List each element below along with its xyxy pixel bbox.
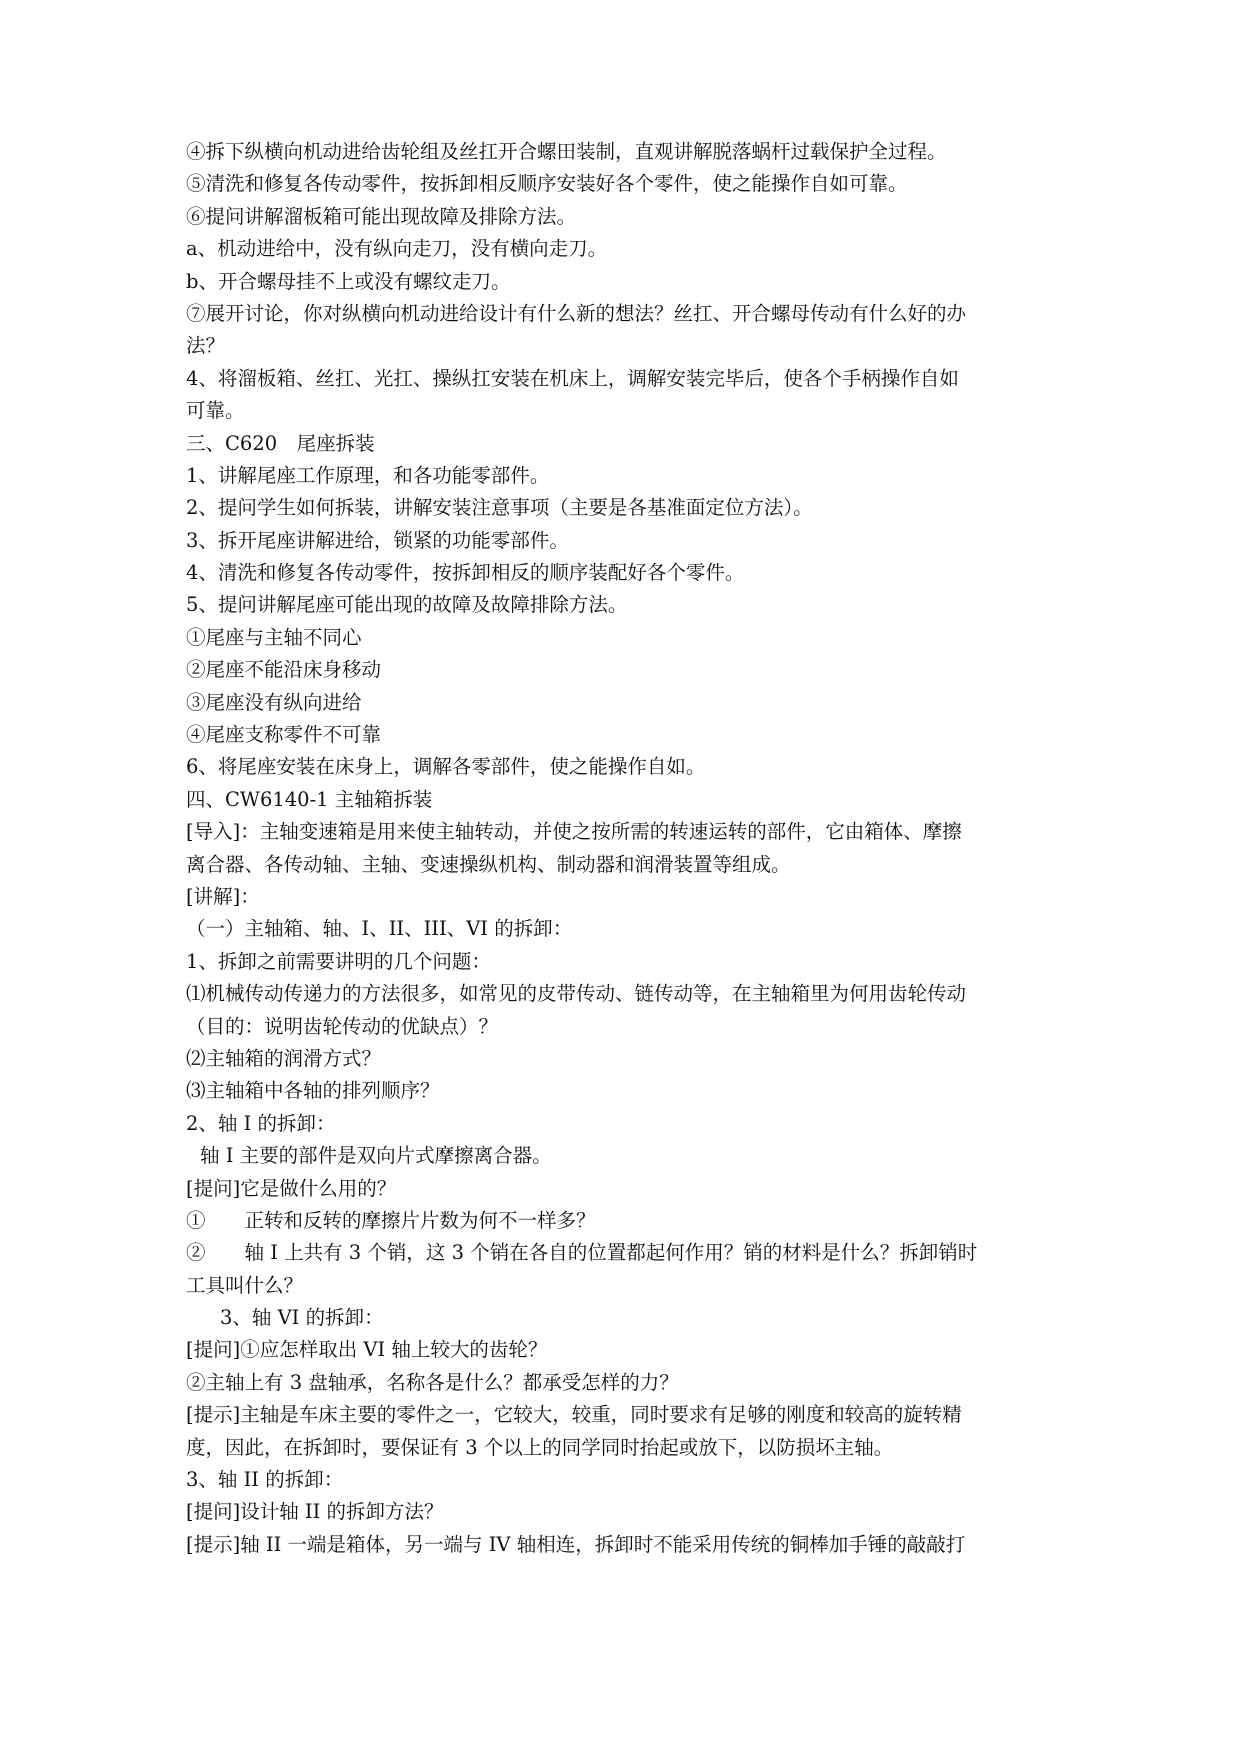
text-line: [讲解]： bbox=[186, 884, 260, 908]
text-line: ②尾座不能沿床身移动 bbox=[186, 658, 382, 682]
text-line: 2、提问学生如何拆装，讲解安装注意事项（主要是各基准面定位方法）。 bbox=[186, 496, 813, 520]
text-line: [提问]设计轴 II 的拆卸方法？ bbox=[186, 1500, 444, 1524]
section-heading: 三、C620 尾座拆装 bbox=[186, 431, 375, 455]
text-line: [提问]①应怎样取出 VI 轴上较大的齿轮？ bbox=[186, 1338, 548, 1362]
text-line: 3、拆开尾座讲解进给，锁紧的功能零部件。 bbox=[186, 528, 569, 552]
text-line: ②主轴上有 3 盘轴承，名称各是什么？都承受怎样的力？ bbox=[186, 1370, 679, 1394]
text-line: ①尾座与主轴不同心 bbox=[186, 625, 362, 649]
text-line: 3、轴 VI 的拆卸： bbox=[220, 1306, 384, 1330]
text-line: ⑴机械传动传递力的方法很多，如常见的皮带传动、链传动等，在主轴箱里为何用齿轮传动 bbox=[186, 982, 967, 1006]
text-line: ③尾座没有纵向进给 bbox=[186, 690, 362, 714]
text-line: ⑥提问讲解溜板箱可能出现故障及排除方法。 bbox=[186, 204, 577, 228]
text-line: 2、轴 I 的拆卸： bbox=[186, 1111, 336, 1135]
text-line: 可靠。 bbox=[186, 399, 245, 423]
text-line: ⑶主轴箱中各轴的排列顺序？ bbox=[186, 1079, 440, 1103]
text-line: ② 轴 I 上共有 3 个销，这 3 个销在各自的位置都起何作用？销的材料是什么？拆卸销时 bbox=[186, 1241, 978, 1265]
text-line: ⑵主轴箱的润滑方式？ bbox=[186, 1046, 382, 1070]
text-line: b、开合螺母挂不上或没有螺纹走刀。 bbox=[186, 269, 511, 293]
text-line: （目的：说明齿轮传动的优缺点）？ bbox=[186, 1014, 499, 1038]
text-line: 4、清洗和修复各传动零件，按拆卸相反的顺序装配好各个零件。 bbox=[186, 561, 745, 585]
text-line: 离合器、各传动轴、主轴、变速操纵机构、制动器和润滑装置等组成。 bbox=[186, 852, 791, 876]
text-line: 6、将尾座安装在床身上，调解各零部件，使之能操作自如。 bbox=[186, 755, 706, 779]
text-line: （一）主轴箱、轴、I、II、III、VI 的拆卸： bbox=[186, 917, 573, 941]
text-line: 轴 I 主要的部件是双向片式摩擦离合器。 bbox=[200, 1144, 552, 1168]
text-line: 3、轴 II 的拆卸： bbox=[186, 1468, 344, 1492]
text-line: 工具叫什么？ bbox=[186, 1273, 304, 1297]
text-line: [提示]轴 II 一端是箱体，另一端与 IV 轴相连，拆卸时不能采用传统的铜棒加手锤的敲敲打 bbox=[186, 1532, 966, 1556]
text-line: ⑤清洗和修复各传动零件，按拆卸相反顺序安装好各个零件，使之能操作自如可靠。 bbox=[186, 172, 908, 196]
text-line: [提示]主轴是车床主要的零件之一，它较大，较重，同时要求有足够的刚度和较高的旋转精 bbox=[186, 1403, 962, 1427]
text-line: 5、提问讲解尾座可能出现的故障及故障排除方法。 bbox=[186, 593, 628, 617]
text-line: ④尾座支称零件不可靠 bbox=[186, 723, 382, 747]
text-line: 1、拆卸之前需要讲明的几个问题： bbox=[186, 949, 491, 973]
text-line: ① 正转和反转的摩擦片片数为何不一样多？ bbox=[186, 1208, 596, 1232]
section-heading: 四、CW6140-1 主轴箱拆装 bbox=[186, 787, 433, 811]
text-line: [导入]：主轴变速箱是用来使主轴转动，并使之按所需的转速运转的部件，它由箱体、摩擦 bbox=[186, 820, 962, 844]
text-line: 法？ bbox=[186, 334, 226, 358]
text-line: 1、讲解尾座工作原理，和各功能零部件。 bbox=[186, 463, 550, 487]
text-line: ④拆下纵横向机动进给齿轮组及丝扛开合螺田装制，直观讲解脱落蜗杆过载保护全过程。 bbox=[186, 140, 947, 163]
text-line: a、机动进给中，没有纵向走刀，没有横向走刀。 bbox=[186, 237, 608, 261]
text-line: 度，因此，在拆卸时，要保证有 3 个以上的同学同时抬起或放下，以防损坏主轴。 bbox=[186, 1435, 894, 1459]
text-line: [提问]它是做什么用的？ bbox=[186, 1176, 397, 1200]
text-line: 4、将溜板箱、丝扛、光扛、操纵扛安装在机床上，调解安装完毕后，使各个手柄操作自如 bbox=[186, 366, 959, 390]
text-line: ⑦展开讨论，你对纵横向机动进给设计有什么新的想法？丝扛、开合螺母传动有什么好的办 bbox=[186, 301, 967, 325]
document-body bbox=[186, 136, 1071, 1561]
